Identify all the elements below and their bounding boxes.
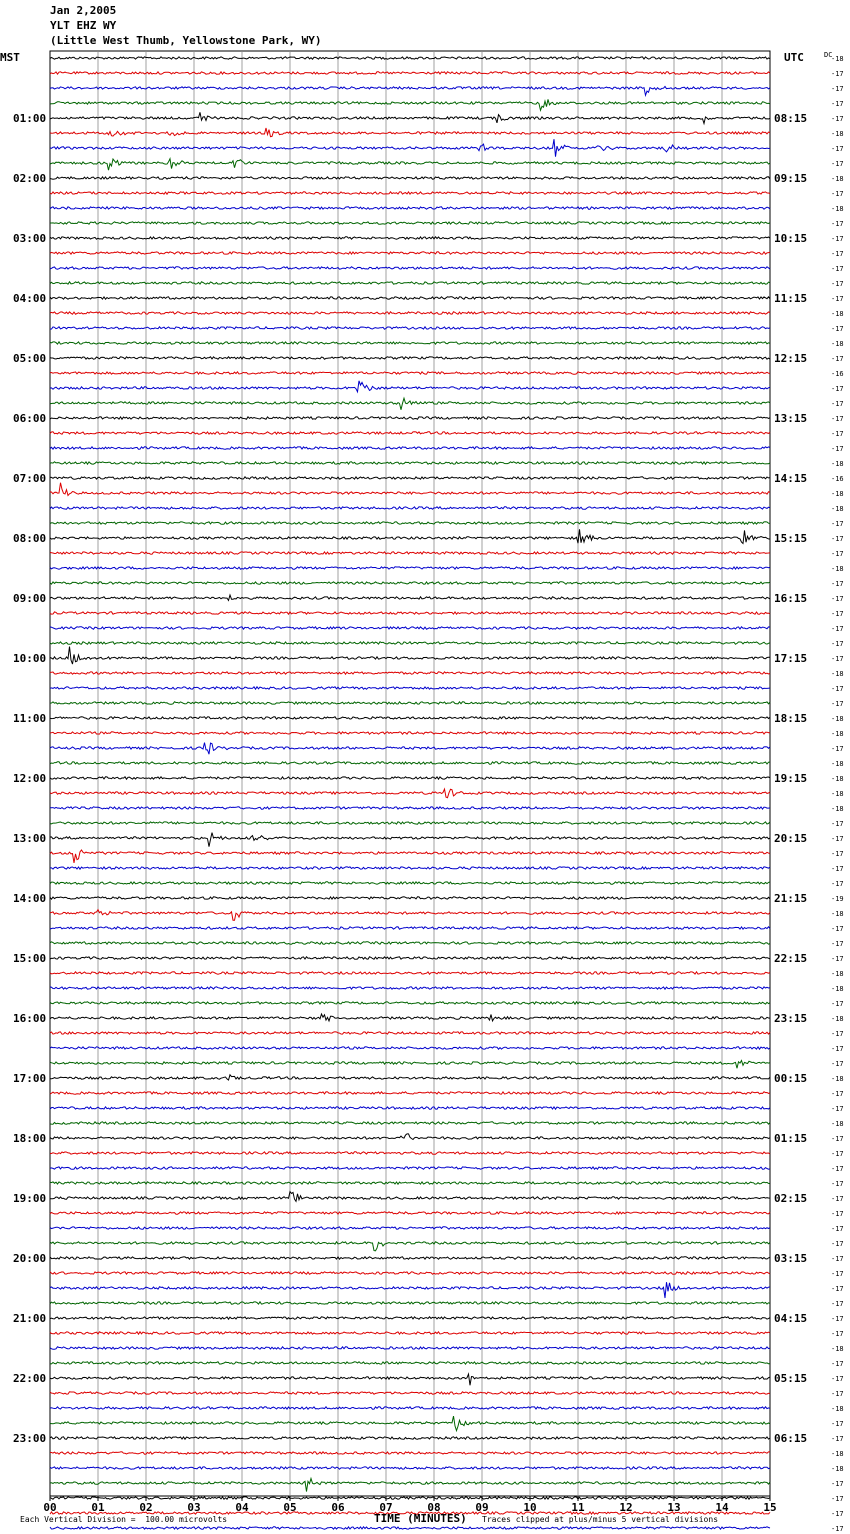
right-hour-label: 20:15 [774, 832, 808, 845]
trace-row-94 [50, 1467, 770, 1469]
trace-row-63 [50, 1002, 770, 1004]
dc-offset-label: -17 [831, 280, 844, 288]
trace-row-48 [50, 777, 770, 779]
x-tick-label: 14 [715, 1501, 729, 1514]
dc-offset-label: -18 [831, 310, 844, 318]
trace-row-4 [50, 112, 770, 123]
dc-offset-label: -18 [831, 790, 844, 798]
trace-row-71 [50, 1122, 770, 1124]
trace-row-83 [50, 1302, 770, 1304]
dc-offset-label: -17 [831, 1255, 844, 1263]
x-tick-label: 03 [187, 1501, 201, 1514]
dc-offset-label: -17 [831, 1510, 844, 1518]
trace-row-6 [50, 139, 770, 157]
trace-row-61 [50, 972, 770, 974]
x-tick-label: 04 [235, 1501, 249, 1514]
left-hour-label: 14:00 [13, 892, 47, 905]
dc-label: DC [824, 51, 833, 59]
station-code: YLT EHZ WY [50, 19, 117, 32]
dc-offset-label: -17 [831, 940, 844, 948]
trace-row-41 [50, 672, 770, 674]
left-hour-label: 17:00 [13, 1072, 47, 1085]
trace-row-35 [50, 582, 770, 584]
trace-row-12 [50, 237, 770, 239]
trace-row-73 [50, 1152, 770, 1154]
dc-offset-label: -17 [831, 1525, 844, 1533]
dc-offset-label: -17 [831, 70, 844, 78]
dc-offset-label: -17 [831, 325, 844, 333]
trace-row-47 [50, 762, 770, 764]
dc-offset-label: -18 [831, 985, 844, 993]
trace-row-11 [50, 222, 770, 224]
dc-offset-label: -17 [831, 925, 844, 933]
dc-offset-label: -18 [831, 205, 844, 213]
trace-row-96 [50, 1497, 770, 1499]
dc-offset-label: -17 [831, 1300, 844, 1308]
dc-offset-label: -17 [831, 1270, 844, 1278]
dc-offset-label: -17 [831, 955, 844, 963]
left-hour-label: 21:00 [13, 1312, 47, 1325]
left-hour-label: 11:00 [13, 712, 47, 725]
dc-offset-label: -18 [831, 340, 844, 348]
dc-offset-label: -17 [831, 1060, 844, 1068]
trace-row-58 [50, 927, 770, 929]
right-hour-label: 05:15 [774, 1372, 808, 1385]
left-hour-label: 20:00 [13, 1252, 47, 1265]
dc-offset-label: -17 [831, 415, 844, 423]
dc-offset-label: -16 [831, 370, 844, 378]
trace-row-44 [50, 717, 770, 719]
right-hour-label: 11:15 [774, 292, 808, 305]
trace-row-29 [50, 483, 770, 496]
dc-offset-label: -18 [831, 670, 844, 678]
dc-offset-label: -17 [831, 1285, 844, 1293]
trace-row-42 [50, 687, 770, 689]
dc-offset-label: -17 [831, 385, 844, 393]
trace-row-49 [50, 789, 770, 798]
right-hour-label: 00:15 [774, 1072, 808, 1085]
dc-offset-label: -18 [831, 1015, 844, 1023]
trace-row-51 [50, 822, 770, 824]
trace-row-1 [50, 72, 770, 74]
trace-row-87 [50, 1362, 770, 1364]
trace-row-22 [50, 381, 770, 392]
trace-row-7 [50, 159, 770, 170]
right-hour-label: 06:15 [774, 1432, 808, 1445]
trace-row-56 [50, 897, 770, 899]
left-hour-label: 09:00 [13, 592, 47, 605]
trace-row-74 [50, 1167, 770, 1169]
trace-row-15 [50, 282, 770, 284]
x-tick-label: 12 [619, 1501, 633, 1514]
left-hour-label: 07:00 [13, 472, 47, 485]
dc-offset-label: -17 [831, 1390, 844, 1398]
trace-row-80 [50, 1257, 770, 1259]
right-hour-label: 22:15 [774, 952, 808, 965]
dc-offset-label: -18 [831, 490, 844, 498]
trace-row-91 [50, 1416, 770, 1431]
dc-offset-label: -17 [831, 880, 844, 888]
trace-row-17 [50, 312, 770, 314]
dc-offset-label: -18 [831, 715, 844, 723]
x-tick-label: 11 [571, 1501, 585, 1514]
trace-row-55 [50, 882, 770, 884]
right-hour-label: 18:15 [774, 712, 808, 725]
dc-offset-label: -17 [831, 220, 844, 228]
trace-row-34 [50, 567, 770, 569]
dc-offset-label: -18 [831, 460, 844, 468]
trace-row-20 [50, 357, 770, 359]
trace-row-84 [50, 1317, 770, 1319]
x-tick-label: 02 [139, 1501, 153, 1514]
right-hour-label: 09:15 [774, 172, 808, 185]
dc-offset-label: -17 [831, 820, 844, 828]
dc-offset-label: -18 [831, 565, 844, 573]
trace-row-85 [50, 1332, 770, 1334]
dc-offset-label: -17 [831, 115, 844, 123]
trace-row-13 [50, 252, 770, 254]
trace-row-32 [50, 529, 770, 543]
right-hour-label: 03:15 [774, 1252, 808, 1265]
dc-offset-label: -17 [831, 1000, 844, 1008]
trace-row-5 [50, 128, 770, 137]
trace-row-21 [50, 372, 770, 374]
record-date: Jan 2,2005 [50, 4, 117, 17]
dc-offset-label: -19 [831, 895, 844, 903]
x-tick-label: 08 [427, 1501, 441, 1514]
trace-row-9 [50, 192, 770, 194]
label-group [13, 51, 844, 1534]
trace-row-60 [50, 957, 770, 959]
trace-row-57 [50, 910, 770, 921]
trace-row-75 [50, 1182, 770, 1184]
dc-offset-label: -17 [831, 1360, 844, 1368]
left-hour-label: 05:00 [13, 352, 47, 365]
trace-row-98 [50, 1527, 770, 1529]
dc-offset-label: -17 [831, 655, 844, 663]
left-hour-label: 08:00 [13, 532, 47, 545]
left-hour-label: 04:00 [13, 292, 47, 305]
trace-row-40 [50, 647, 770, 665]
dc-offset-label: -17 [831, 640, 844, 648]
dc-offset-label: -17 [831, 265, 844, 273]
trace-row-45 [50, 732, 770, 734]
dc-offset-label: -17 [831, 250, 844, 258]
dc-offset-label: -17 [831, 610, 844, 618]
trace-row-69 [50, 1092, 770, 1094]
dc-offset-label: -17 [831, 745, 844, 753]
left-hour-label: 16:00 [13, 1012, 47, 1025]
dc-offset-label: -17 [831, 835, 844, 843]
dc-offset-label: -17 [831, 580, 844, 588]
right-hour-label: 16:15 [774, 592, 808, 605]
left-timezone-label: MST [0, 51, 20, 64]
trace-row-46 [50, 743, 770, 755]
dc-offset-label: -17 [831, 1150, 844, 1158]
trace-row-90 [50, 1407, 770, 1409]
left-hour-label: 13:00 [13, 832, 47, 845]
trace-group [50, 57, 770, 1534]
dc-offset-label: -17 [831, 100, 844, 108]
trace-row-77 [50, 1212, 770, 1214]
dc-offset-label: -17 [831, 595, 844, 603]
dc-offset-label: -18 [831, 775, 844, 783]
trace-row-10 [50, 207, 770, 209]
right-timezone-label: UTC [784, 51, 804, 64]
x-tick-label: 05 [283, 1501, 297, 1514]
x-axis-title: TIME (MINUTES) [374, 1512, 467, 1525]
trace-row-24 [50, 417, 770, 419]
dc-offset-label: -17 [831, 145, 844, 153]
dc-offset-label: -18 [831, 970, 844, 978]
dc-offset-label: -17 [831, 1135, 844, 1143]
trace-row-43 [50, 702, 770, 704]
dc-offset-label: -17 [831, 1330, 844, 1338]
dc-offset-label: -17 [831, 1240, 844, 1248]
trace-row-26 [50, 447, 770, 449]
dc-offset-label: -17 [831, 1090, 844, 1098]
trace-row-3 [50, 99, 770, 110]
dc-offset-label: -17 [831, 400, 844, 408]
dc-offset-label: -17 [831, 1105, 844, 1113]
dc-offset-label: -17 [831, 850, 844, 858]
trace-row-27 [50, 462, 770, 464]
trace-row-14 [50, 267, 770, 269]
dc-offset-label: -18 [831, 805, 844, 813]
trace-row-62 [50, 987, 770, 989]
trace-row-89 [50, 1392, 770, 1394]
dc-offset-label: -17 [831, 700, 844, 708]
x-tick-label: 13 [667, 1501, 681, 1514]
trace-row-70 [50, 1107, 770, 1109]
trace-row-88 [50, 1374, 770, 1385]
dc-offset-label: -17 [831, 685, 844, 693]
trace-row-33 [50, 552, 770, 554]
dc-offset-label: -17 [831, 520, 844, 528]
trace-row-0 [50, 57, 770, 59]
dc-offset-label: -18 [831, 55, 844, 63]
dc-offset-label: -18 [831, 130, 844, 138]
right-hour-label: 04:15 [774, 1312, 808, 1325]
trace-row-64 [50, 1014, 770, 1021]
trace-row-86 [50, 1347, 770, 1349]
right-hour-label: 15:15 [774, 532, 808, 545]
dc-offset-label: -17 [831, 625, 844, 633]
dc-offset-label: -17 [831, 535, 844, 543]
trace-row-2 [50, 87, 770, 96]
dc-offset-label: -17 [831, 445, 844, 453]
trace-row-67 [50, 1061, 770, 1069]
trace-row-79 [50, 1242, 770, 1251]
x-tick-label: 07 [379, 1501, 393, 1514]
trace-row-78 [50, 1227, 770, 1229]
clip-note: Traces clipped at plus/minus 5 vertical divisions [482, 1515, 719, 1524]
right-hour-label: 21:15 [774, 892, 808, 905]
dc-offset-label: -17 [831, 1030, 844, 1038]
trace-row-76 [50, 1192, 770, 1202]
dc-offset-label: -17 [831, 295, 844, 303]
dc-offset-label: -17 [831, 1480, 844, 1488]
trace-row-39 [50, 642, 770, 644]
right-hour-label: 19:15 [774, 772, 808, 785]
left-hour-label: 06:00 [13, 412, 47, 425]
right-hour-label: 08:15 [774, 112, 808, 125]
dc-offset-label: -18 [831, 1450, 844, 1458]
left-hour-label: 23:00 [13, 1432, 47, 1445]
trace-row-68 [50, 1075, 770, 1080]
x-tick-label: 01 [91, 1501, 105, 1514]
right-hour-label: 10:15 [774, 232, 808, 245]
trace-row-38 [50, 627, 770, 629]
trace-row-66 [50, 1047, 770, 1049]
right-hour-label: 02:15 [774, 1192, 808, 1205]
dc-offset-label: -17 [831, 1225, 844, 1233]
dc-offset-label: -17 [831, 1195, 844, 1203]
dc-offset-label: -17 [831, 1375, 844, 1383]
x-tick-label: 06 [331, 1501, 345, 1514]
dc-offset-label: -18 [831, 910, 844, 918]
right-hour-label: 17:15 [774, 652, 808, 665]
dc-offset-label: -17 [831, 1180, 844, 1188]
trace-row-53 [50, 850, 770, 863]
trace-row-54 [50, 867, 770, 869]
dc-offset-label: -18 [831, 175, 844, 183]
dc-offset-label: -17 [831, 235, 844, 243]
x-tick-label: 15 [763, 1501, 777, 1514]
trace-row-52 [50, 833, 770, 847]
trace-row-25 [50, 432, 770, 434]
left-hour-label: 15:00 [13, 952, 47, 965]
trace-row-93 [50, 1452, 770, 1454]
dc-offset-label: -17 [831, 430, 844, 438]
dc-offset-label: -17 [831, 550, 844, 558]
left-hour-label: 19:00 [13, 1192, 47, 1205]
dc-offset-label: -18 [831, 1405, 844, 1413]
dc-offset-label: -17 [831, 85, 844, 93]
right-hour-label: 13:15 [774, 412, 808, 425]
right-hour-label: 12:15 [774, 352, 808, 365]
left-hour-label: 18:00 [13, 1132, 47, 1145]
x-tick-label: 00 [43, 1501, 57, 1514]
dc-offset-label: -17 [831, 1165, 844, 1173]
dc-offset-label: -17 [831, 1495, 844, 1503]
trace-row-59 [50, 942, 770, 944]
trace-row-30 [50, 507, 770, 509]
x-tick-label: 10 [523, 1501, 537, 1514]
trace-row-82 [50, 1282, 770, 1298]
trace-row-81 [50, 1272, 770, 1274]
right-hour-label: 14:15 [774, 472, 808, 485]
dc-offset-label: -18 [831, 1075, 844, 1083]
trace-row-95 [50, 1479, 770, 1492]
trace-row-16 [50, 297, 770, 299]
trace-row-18 [50, 327, 770, 329]
dc-offset-label: -18 [831, 1465, 844, 1473]
left-hour-label: 22:00 [13, 1372, 47, 1385]
trace-row-92 [50, 1437, 770, 1439]
trace-row-65 [50, 1032, 770, 1034]
dc-offset-label: -17 [831, 1315, 844, 1323]
dc-offset-label: -16 [831, 475, 844, 483]
dc-offset-label: -17 [831, 1210, 844, 1218]
dc-offset-label: -17 [831, 1420, 844, 1428]
trace-row-72 [50, 1134, 770, 1140]
dc-offset-label: -17 [831, 355, 844, 363]
dc-offset-label: -17 [831, 160, 844, 168]
station-location: (Little West Thumb, Yellowstone Park, WY) [50, 34, 322, 47]
dc-offset-label: -17 [831, 865, 844, 873]
trace-row-23 [50, 398, 770, 410]
trace-row-8 [50, 177, 770, 179]
trace-row-28 [50, 477, 770, 479]
dc-offset-label: -18 [831, 505, 844, 513]
dc-offset-label: -18 [831, 760, 844, 768]
trace-row-50 [50, 807, 770, 809]
dc-offset-label: -17 [831, 190, 844, 198]
x-tick-label: 09 [475, 1501, 489, 1514]
dc-offset-label: -17 [831, 1045, 844, 1053]
dc-offset-label: -18 [831, 1120, 844, 1128]
dc-offset-label: -18 [831, 730, 844, 738]
trace-row-36 [50, 595, 770, 600]
left-hour-label: 03:00 [13, 232, 47, 245]
right-hour-label: 01:15 [774, 1132, 808, 1145]
left-hour-label: 10:00 [13, 652, 47, 665]
left-hour-label: 01:00 [13, 112, 47, 125]
left-hour-label: 12:00 [13, 772, 47, 785]
left-hour-label: 02:00 [13, 172, 47, 185]
right-hour-label: 23:15 [774, 1012, 808, 1025]
trace-row-19 [50, 342, 770, 344]
dc-offset-label: -18 [831, 1345, 844, 1353]
scale-note: Each Vertical Division = 100.00 microvolts [20, 1515, 228, 1524]
trace-row-37 [50, 612, 770, 614]
dc-offset-label: -17 [831, 1435, 844, 1443]
trace-row-31 [50, 522, 770, 524]
